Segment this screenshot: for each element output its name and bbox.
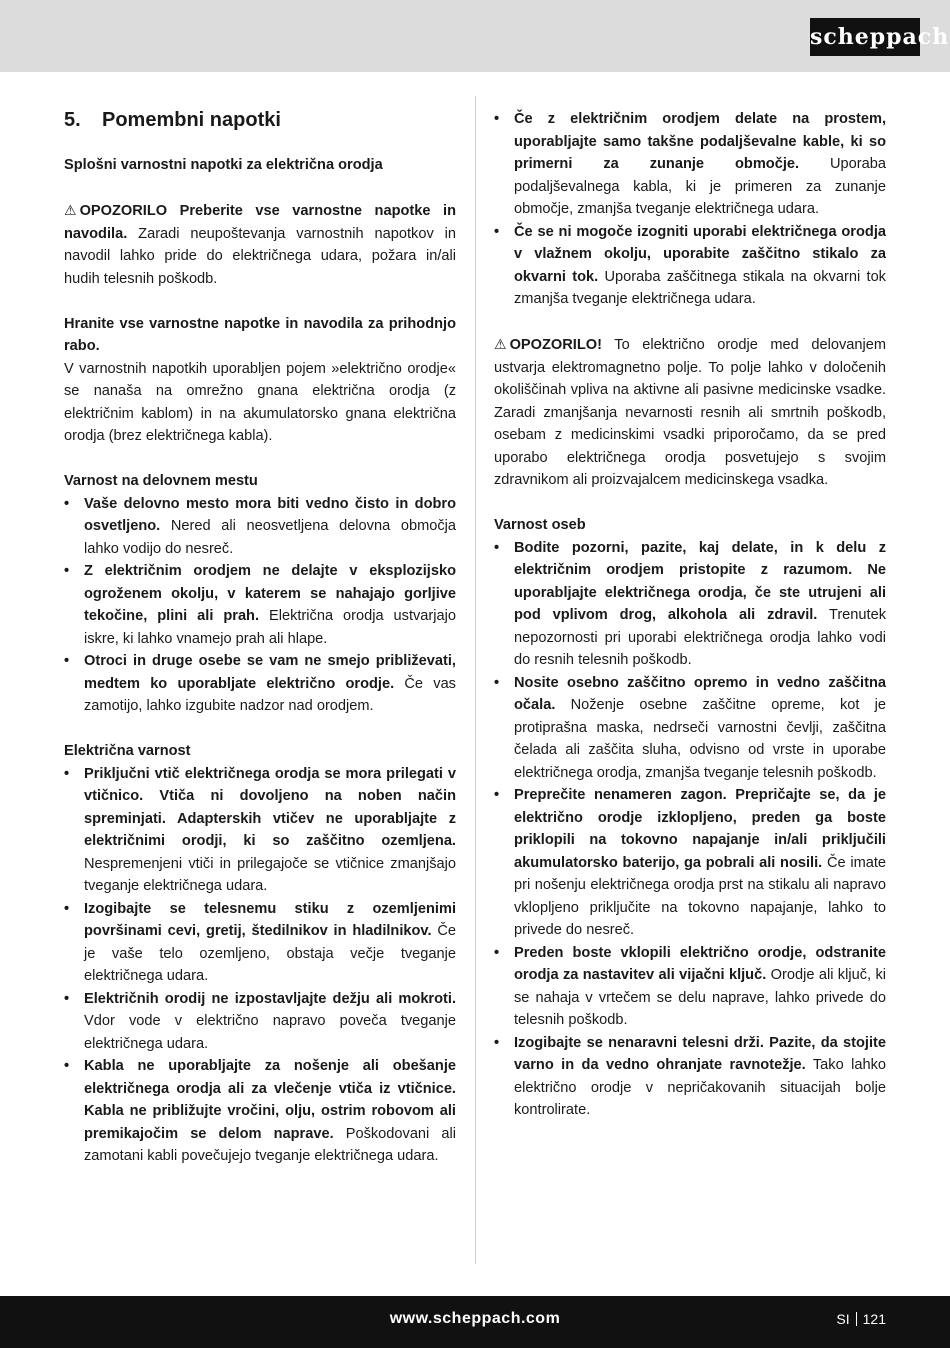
electrical-heading: Električna varnost <box>64 743 191 759</box>
emf-warning-paragraph <box>494 333 886 492</box>
electrical-list <box>64 763 456 1168</box>
emf-warning-text: To električno orodje med delovanjem ustvarja elektromagnetno polje. To polje lahko v določenih okoliščinah vpliva na aktivne ali pasivne medicinske vsadke. Zaradi zmanjšanja nevarnosti resnih ali smrtnih poškodb, osebam z medicinskimi vsadki priporočamo, da se pred uporabo električnega orodja posvetujejo s svojim zdravnikom ali proizvajalcem medicinskega vsadka. <box>494 337 886 488</box>
footer-bar <box>0 1296 950 1348</box>
list-item: • Preprečite nenameren zagon. Prepričajte se, da je električno orodje izklopljeno, preden ga boste priklopili na tokovno napajanje in/ali priključili akumulatorsko baterijo, ga pobrali ali nosili. Če imate pri nošenju električnega orodja prst na stikalu ali napravo vklopljeno priključite na tokovno napajanje, lahko to privede do nesreč. <box>494 784 886 942</box>
list-item: • Nosite osebno zaščitno opremo in vedno zaščitna očala. Noženje osebne zaščitne opreme, kot je protiprašna maska, nedrseči varnostni čevlji, zaščitna čelada ali zaščita sluha, odvisno od vrste in uporabe električnega orodja, zmanjša tveganje telesnih poškodb. <box>494 672 886 785</box>
section-title <box>64 108 456 132</box>
list-item: • Otroci in druge osebe se vam ne smejo približevati, medtem ko uporabljate električno orodje. Če vas zamotijo, lahko izgubite nadzor nad orodjem. <box>64 650 456 718</box>
list-item: • Izogibajte se nenaravni telesni drži. Pazite, da stojite varno in da vedno ohranjate ravnotežje. Tako lahko električno orodje v nepričakovanih situacijah bolje kontrolirate. <box>494 1032 886 1122</box>
list-item: • Z električnim orodjem ne delajte v eksplozijsko ogroženem okolju, v katerem se nahajajo gorljive tekočine, plini ali prah. Električna orodja ustvarjajo iskre, ki lahko vnamejo prah ali hlape. <box>64 560 456 650</box>
warning-paragraph <box>64 199 456 290</box>
emf-warning-bold: OPOZORILO! <box>509 337 602 353</box>
warning-triangle-icon: ⚠ <box>494 336 507 352</box>
header-bar <box>0 0 950 72</box>
list-item: • Izogibajte se telesnemu stiku z ozemljenimi površinami cevi, gretij, štedilnikov in hladilnikov. Če je vaše telo ozemljeno, obstaja večje tveganje električnega udara. <box>64 898 456 988</box>
language-code: SI <box>836 1311 850 1327</box>
outdoor-list <box>494 108 886 311</box>
subtitle: Splošni varnostni napotki za električna orodja <box>64 157 383 173</box>
warning-bold: OPOZORILO Preberite vse varnostne napotke in navodila. <box>64 203 456 242</box>
list-item: • Če se ni mogoče izogniti uporabi električnega orodja v vlažnem okolju, uporabite zaščitno stikalo za okvarni tok. Uporaba zaščitnega stikala na okvarni tok zmanjša tveganje električnega udara. <box>494 221 886 311</box>
left-column <box>64 108 456 1168</box>
persons-heading: Varnost oseb <box>494 517 586 533</box>
page-number-value: 121 <box>862 1311 886 1327</box>
list-item: • Preden boste vklopili električno orodje, odstranite orodja za nastavitev ali vijačni ključ. Orodje ali ključ, ki se nahaja v vrtečem se delu naprave, lahko privede do telesnih poškodb. <box>494 942 886 1032</box>
list-item: • Če z električnim orodjem delate na prostem, uporabljajte samo takšne podaljševalne kable, ki so primerni za zunanje območje. Uporaba podaljševalnega kabla, ki je primeren za zunanje območje, zmanjša tveganje električnega udara. <box>494 108 886 221</box>
right-column <box>494 108 886 1122</box>
section-title-text: Pomembni napotki <box>102 109 281 131</box>
keep-instructions-text: V varnostnih napotkih uporabljen pojem »električno orodje« se nanaša na omrežno gnana električna orodja (z električnim kablom) in na akumulatorsko gnana električna orodja (brez električnega kabla). <box>64 360 456 444</box>
footer-url[interactable]: www.scheppach.com <box>389 1310 561 1327</box>
list-item: • Priključni vtič električnega orodja se mora prilegati v vtičnico. Vtiča ni dovoljeno na noben način spreminjati. Adapterskih vtičev ne uporabljajte z električnimi orodji, ki so zaščitno ozemljena. Nespremenjeni vtiči in prilegajoče se vtičnice zmanjšajo tveganje električnega udara. <box>64 763 456 898</box>
workplace-list <box>64 493 456 718</box>
brand-logo: scheppach <box>810 18 920 56</box>
column-divider <box>475 96 476 1264</box>
persons-list <box>494 537 886 1122</box>
warning-text: Zaradi neupoštevanja varnostnih napotkov in navodil lahko pride do električnega udara, požara in/ali hudih telesnih poškodb. <box>64 225 456 287</box>
workplace-heading: Varnost na delovnem mestu <box>64 473 258 489</box>
keep-instructions-heading: Hranite vse varnostne napotke in navodila za prihodnjo rabo. <box>64 315 456 354</box>
list-item: • Električnih orodij ne izpostavljajte dežju ali mokroti. Vdor vode v električno napravo poveča tveganje električnega udara. <box>64 988 456 1056</box>
list-item: • Bodite pozorni, pazite, kaj delate, in k delu z električnim orodjem pristopite z razumom. Ne uporabljajte električnega orodja, če ste utrujeni ali pod vplivom drog, alkohola ali zdravil. Trenutek nepozornosti pri uporabi električnega orodja lahko vodi do resnih telesnih poškodb. <box>494 537 886 672</box>
warning-triangle-icon: ⚠ <box>64 202 77 218</box>
list-item: • Vaše delovno mesto mora biti vedno čisto in dobro osvetljeno. Nered ali neosvetljena delovna območja lahko vodijo do nesreč. <box>64 493 456 561</box>
list-item: • Kabla ne uporabljajte za nošenje ali obešanje električnega orodja ali za vlečenje vtiča iz vtičnice. Kabla ne približujte vročini, olju, ostrim robovom ali premikajočim se delom naprave. Poškodovani ali zamotani kabli povečujejo tveganje električnega udara. <box>64 1055 456 1168</box>
section-number: 5. <box>64 109 81 131</box>
page-number <box>836 1311 886 1327</box>
